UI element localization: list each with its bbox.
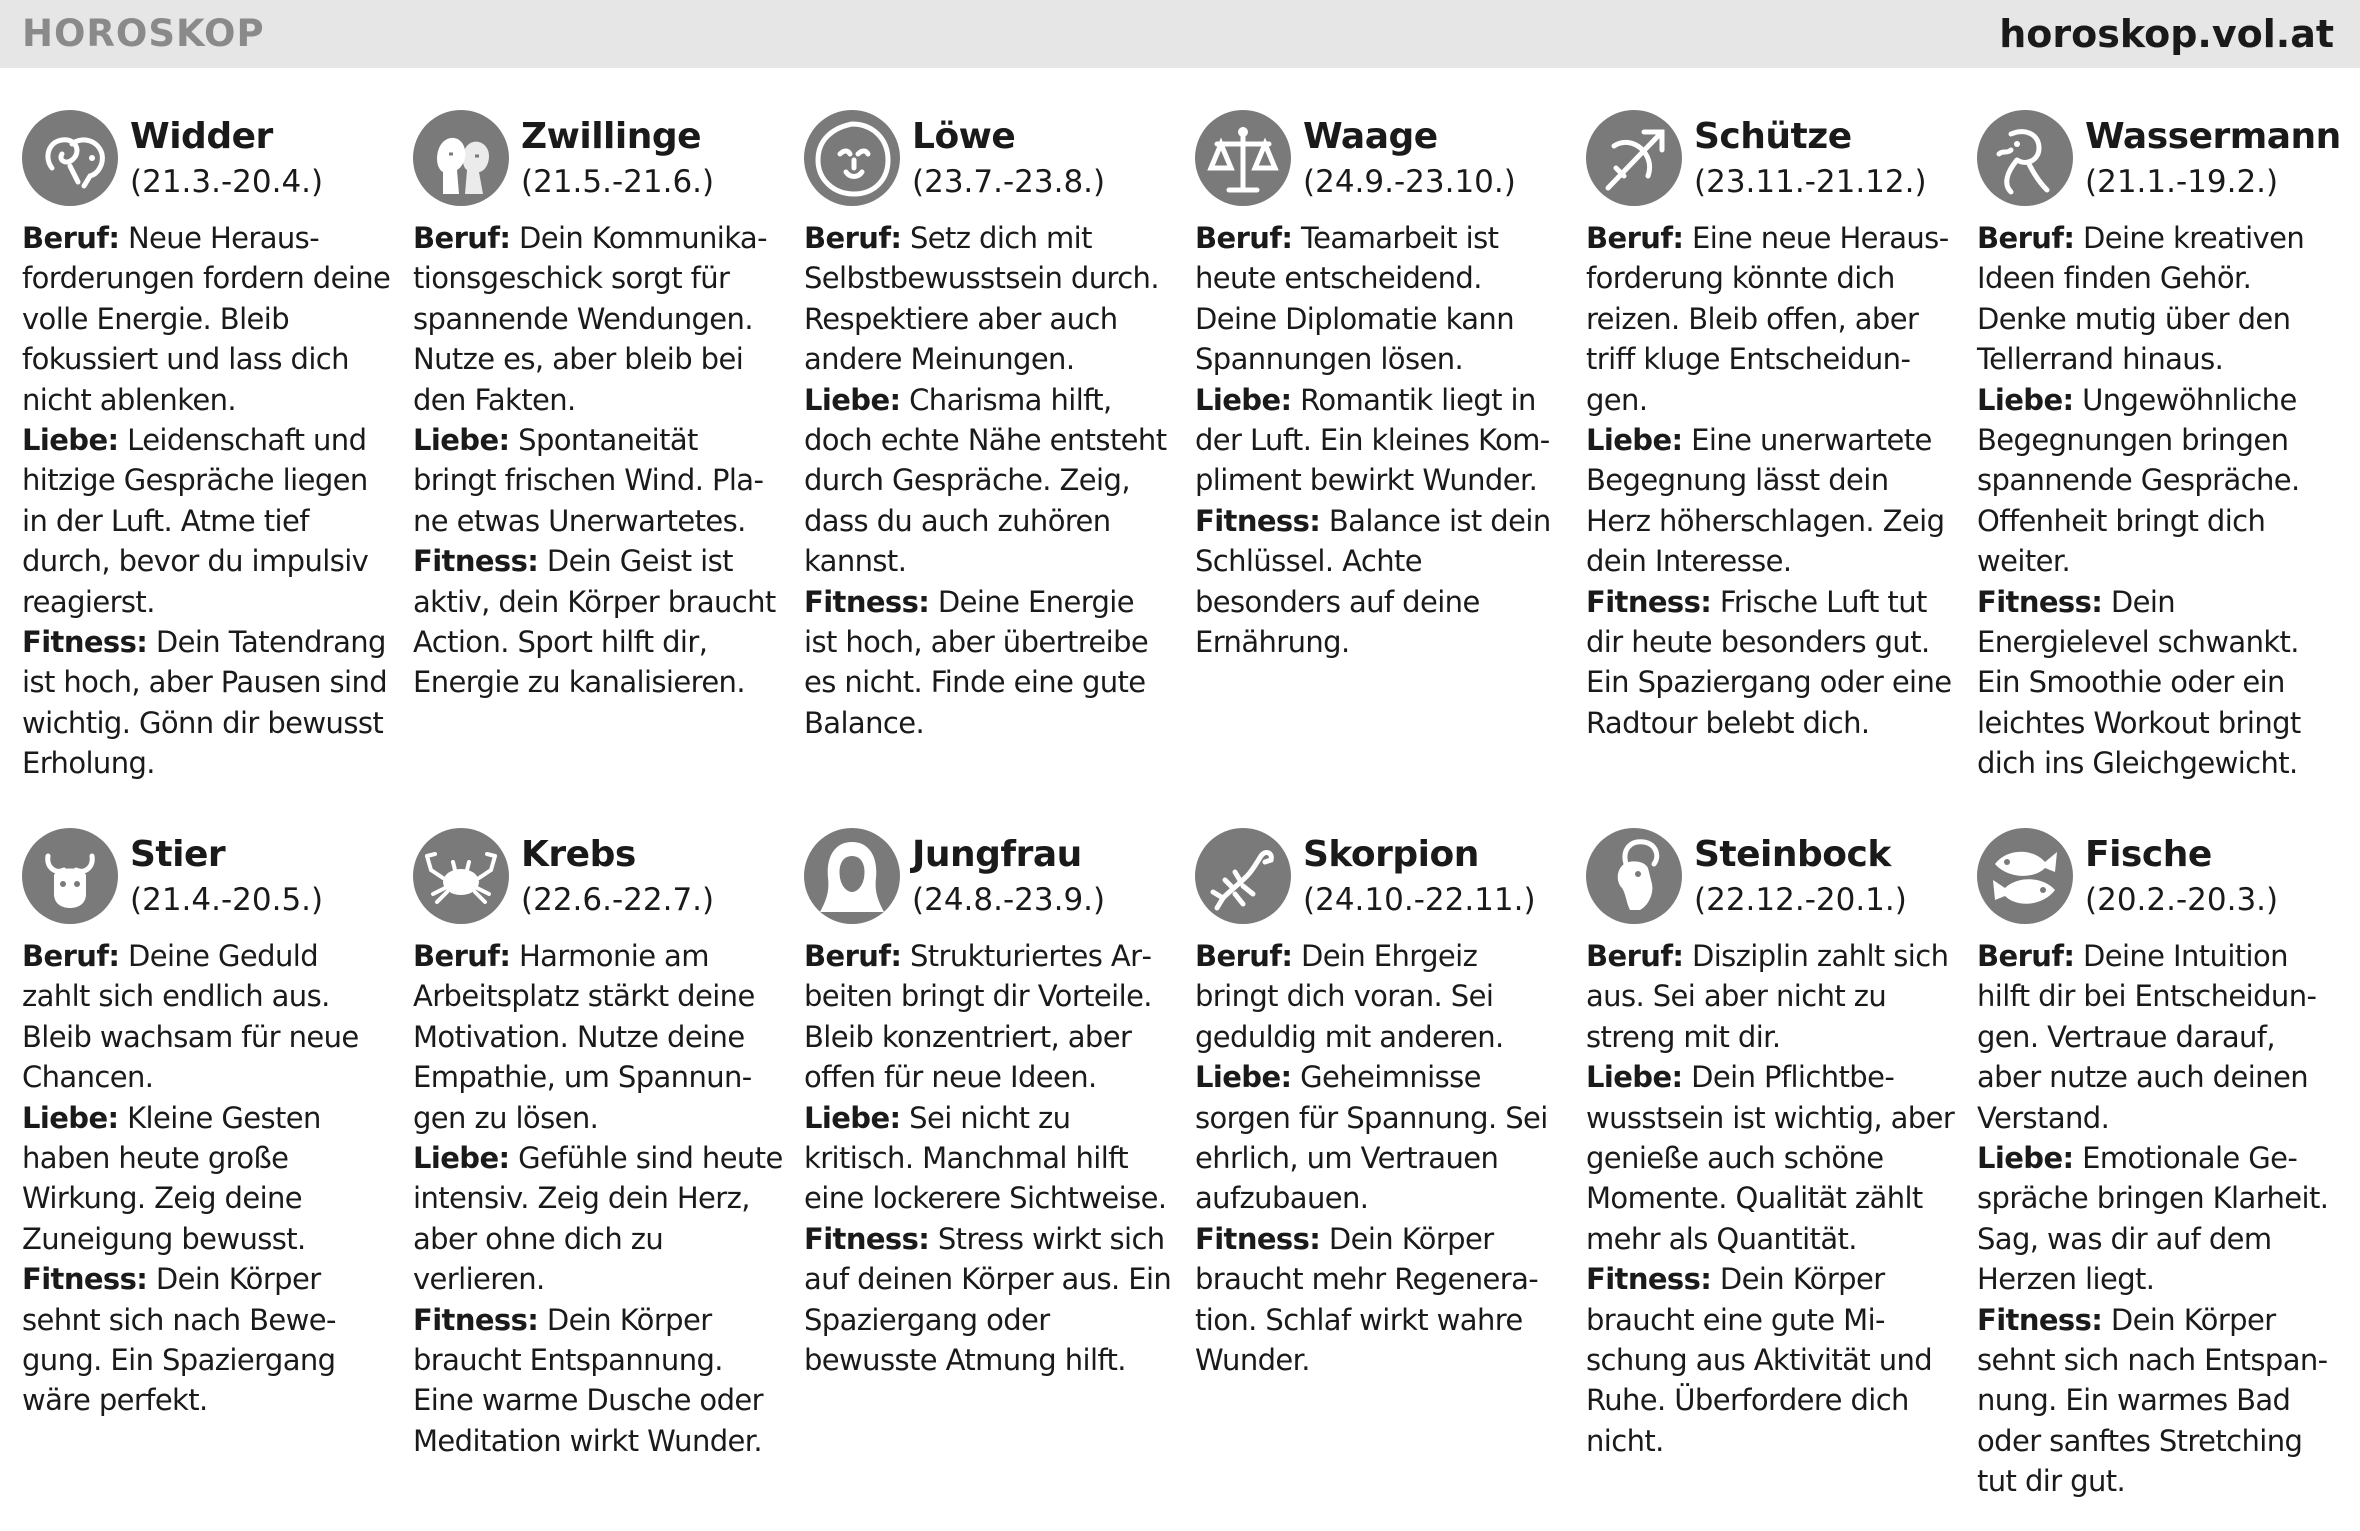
forecast-love-text: Eine unerwartete Begegnung lässt dein Herz höherschlagen. Zeig dein Interesse. xyxy=(1586,423,1945,579)
forecast-job-text: Setz dich mit Selbstbewusstsein durch. Respektiere aber auch andere Meinungen. xyxy=(804,221,1159,377)
forecast-fitness xyxy=(804,1222,1171,1377)
forecast-job-label: Beruf: xyxy=(1977,939,2075,973)
forecast-love-label: Liebe: xyxy=(413,1141,510,1176)
sign-text xyxy=(804,936,1174,1380)
sign-header xyxy=(804,826,1169,936)
forecast-fitness-label: Fitness: xyxy=(413,544,539,579)
sign-name: Zwillinge xyxy=(521,116,702,157)
forecast-job-label: Beruf: xyxy=(413,221,511,255)
forecast-job xyxy=(804,221,1159,376)
forecast-job-text: Dein Kommunikationsgeschick sorgt für spannende Wendungen. Nutze es, aber bleib bei den Fakten. xyxy=(413,221,768,417)
forecast-fitness-label: Fitness: xyxy=(1586,1262,1712,1297)
forecast-job-text: Neue Herausforderungen fordern deine volle Energie. Bleib fokussiert und lass dich nicht ablenken. xyxy=(22,221,391,417)
forecast-love-text: Geheimnisse sorgen für Spannung. Sei ehrlich, um Vertrauen aufzubauen. xyxy=(1195,1060,1548,1216)
forecast-love xyxy=(804,383,1166,579)
sign-header xyxy=(804,108,1169,218)
forecast-love-text: Romantik liegt in der Luft. Ein kleines Kompliment bewirkt Wunder. xyxy=(1195,382,1551,498)
forecast-fitness-text: Dein Körper sehnt sich nach Bewegung. Ein Spaziergang wäre perfekt. xyxy=(22,1262,337,1418)
sign-name: Widder xyxy=(130,116,273,157)
sign-name: Fische xyxy=(2085,834,2212,875)
sign-header xyxy=(22,826,387,936)
scorpion-icon xyxy=(1195,828,1291,924)
sign-header xyxy=(1977,826,2342,936)
sign-name: Krebs xyxy=(521,834,636,875)
forecast-job-label: Beruf: xyxy=(804,221,902,255)
sign-header xyxy=(22,108,387,218)
forecast-love-label: Liebe: xyxy=(1195,1060,1292,1095)
forecast-fitness-label: Fitness: xyxy=(413,1302,539,1337)
sign-dates: (21.1.-19.2.) xyxy=(2085,164,2279,200)
forecast-love-label: Liebe: xyxy=(22,1100,119,1135)
forecast-love xyxy=(1586,423,1944,578)
sign-text xyxy=(413,218,783,703)
fish-icon xyxy=(1977,828,2073,924)
sign-name: Wassermann xyxy=(2085,116,2341,157)
sign-dates: (21.5.-21.6.) xyxy=(521,164,715,200)
sign-header xyxy=(413,826,778,936)
forecast-love-label: Liebe: xyxy=(22,423,119,458)
forecast-job-text: Eine neue Herausforderung könnte dich reizen. Bleib offen, aber triff kluge Entscheidungen. xyxy=(1586,221,1950,417)
forecast-job xyxy=(804,939,1152,1094)
forecast-fitness xyxy=(22,1262,336,1417)
forecast-fitness-label: Fitness: xyxy=(1977,584,2103,619)
crab-icon xyxy=(413,828,509,924)
sign-text xyxy=(1977,218,2347,784)
sign-text xyxy=(22,218,392,784)
sign-text xyxy=(1195,218,1565,662)
forecast-love xyxy=(22,423,368,619)
forecast-love-text: Sei nicht zu kritisch. Manchmal hilft eine lockerere Sichtweise. xyxy=(804,1100,1167,1216)
forecast-love-text: Emotionale Gespräche bringen Klarheit. Sag, was dir auf dem Herzen liegt. xyxy=(1977,1141,2329,1297)
forecast-fitness xyxy=(22,625,387,780)
scales-icon xyxy=(1195,110,1291,206)
sign-card-wassermann xyxy=(1977,108,2342,826)
forecast-job-text: Deine Geduld zahlt sich endlich aus. Bleib wachsam für neue Chancen. xyxy=(22,939,359,1095)
forecast-fitness-text: Dein Tatendrang ist hoch, aber Pausen sind wichtig. Gönn dir bewusst Erholung. xyxy=(22,625,388,781)
sign-header xyxy=(1977,108,2342,218)
sign-dates: (24.9.-23.10.) xyxy=(1303,164,1516,200)
forecast-fitness-text: Dein Körper braucht Entspannung. Eine warme Dusche oder Meditation wirkt Wunder. xyxy=(413,1302,763,1458)
forecast-love-label: Liebe: xyxy=(1586,423,1683,458)
forecast-job-text: Disziplin zahlt sich aus. Sei aber nicht zu streng mit dir. xyxy=(1586,939,1949,1054)
forecast-job xyxy=(413,939,755,1135)
twins-icon xyxy=(413,110,509,206)
sign-name: Jungfrau xyxy=(912,834,1082,875)
sign-text xyxy=(1586,936,1956,1461)
sign-name: Skorpion xyxy=(1303,834,1479,875)
forecast-fitness-text: Dein Körper braucht mehr Regeneration. Schlaf wirkt wahre Wunder. xyxy=(1195,1221,1539,1378)
forecast-fitness-label: Fitness: xyxy=(1195,1221,1321,1256)
sign-dates: (20.2.-20.3.) xyxy=(2085,882,2279,918)
forecast-fitness-text: Frische Luft tut dir heute besonders gut. Ein Spaziergang oder eine Radtour belebt dich. xyxy=(1586,584,1952,740)
forecast-love-text: Gefühle sind heute intensiv. Zeig dein Herz, aber ohne dich zu verlieren. xyxy=(413,1141,783,1297)
sign-text xyxy=(1195,936,1565,1380)
sign-header xyxy=(413,108,778,218)
forecast-job-label: Beruf: xyxy=(804,939,902,973)
forecast-fitness xyxy=(804,585,1148,740)
forecast-love xyxy=(1586,1060,1954,1256)
sign-header xyxy=(1195,826,1560,936)
sign-card-fische xyxy=(1977,826,2342,1506)
sign-dates: (24.10.-22.11.) xyxy=(1303,882,1536,918)
forecast-job-text: Teamarbeit ist heute entscheidend. Deine Diplomatie kann Spannungen lösen. xyxy=(1195,221,1514,377)
sign-text xyxy=(804,218,1174,743)
forecast-love-label: Liebe: xyxy=(1977,1141,2074,1176)
forecast-job-text: Dein Ehrgeiz bringt dich voran. Sei geduldig mit anderen. xyxy=(1195,939,1504,1054)
forecast-love-text: Ungewöhnliche Begegnungen bringen spannende Gespräche. Offenheit bringt dich weiter. xyxy=(1977,382,2300,579)
forecast-job xyxy=(1586,939,1948,1054)
forecast-job-text: Deine Intuition hilft dir bei Entscheidungen. Vertraue darauf, aber nutze auch deinen Verstand. xyxy=(1977,939,2317,1135)
lion-icon xyxy=(804,110,900,206)
forecast-job-label: Beruf: xyxy=(22,939,120,973)
forecast-love-label: Liebe: xyxy=(1586,1060,1683,1095)
sign-dates: (24.8.-23.9.) xyxy=(912,882,1106,918)
forecast-fitness xyxy=(413,544,776,699)
sign-dates: (21.4.-20.5.) xyxy=(130,882,324,918)
forecast-job-text: Strukturiertes Arbeiten bringt dir Vorteile. Bleib konzentriert, aber offen für neue Ideen. xyxy=(804,939,1152,1095)
forecast-job-label: Beruf: xyxy=(1977,221,2075,255)
forecast-job-label: Beruf: xyxy=(1586,939,1684,973)
forecast-job-label: Beruf: xyxy=(1586,221,1684,255)
forecast-fitness-text: Dein Körper sehnt sich nach Entspannung. Ein warmes Bad oder sanftes Stretching tut dir gut. xyxy=(1977,1302,2329,1499)
forecast-job xyxy=(1586,221,1949,417)
water-bearer-icon xyxy=(1977,110,2073,206)
forecast-love xyxy=(1977,1141,2328,1296)
sign-name: Steinbock xyxy=(1694,834,1891,875)
archer-icon xyxy=(1586,110,1682,206)
virgin-icon xyxy=(804,828,900,924)
forecast-love-label: Liebe: xyxy=(413,423,510,458)
sign-header xyxy=(1586,108,1951,218)
forecast-fitness-label: Fitness: xyxy=(1977,1302,2103,1337)
sign-dates: (23.11.-21.12.) xyxy=(1694,164,1927,200)
forecast-fitness-text: Stress wirkt sich auf deinen Körper aus. Ein Spaziergang oder bewusste Atmung hilft. xyxy=(804,1221,1172,1378)
forecast-job xyxy=(1977,221,2304,376)
forecast-fitness-label: Fitness: xyxy=(804,1221,930,1256)
page-title: HOROSKOP xyxy=(22,12,265,55)
sign-dates: (21.3.-20.4.) xyxy=(130,164,324,200)
forecast-job-label: Beruf: xyxy=(1195,939,1293,973)
forecast-fitness-text: Dein Körper braucht eine gute Mischung aus Aktivität und Ruhe. Überfordere dich nicht. xyxy=(1586,1262,1933,1458)
sign-name: Schütze xyxy=(1694,116,1852,157)
sign-card-krebs xyxy=(413,826,783,1506)
forecast-job xyxy=(413,221,768,417)
sign-card-skorpion xyxy=(1195,826,1560,1506)
forecast-love xyxy=(1977,383,2300,579)
horoscope-grid xyxy=(22,108,2342,1506)
sign-card-zwillinge xyxy=(413,108,778,826)
forecast-job xyxy=(1977,939,2317,1135)
forecast-fitness-label: Fitness: xyxy=(22,1262,148,1297)
forecast-job xyxy=(1195,221,1514,376)
forecast-love-text: Dein Pflichtbewusstsein ist wichtig, aber genieße auch schöne Momente. Qualität zählt mehr als Quantität. xyxy=(1586,1060,1955,1256)
forecast-fitness-label: Fitness: xyxy=(22,625,148,660)
sign-text xyxy=(1977,936,2347,1502)
forecast-love-label: Liebe: xyxy=(804,382,901,417)
forecast-love-text: Charisma hilft, doch echte Nähe entsteht durch Gespräche. Zeig, dass du auch zuhören kannst. xyxy=(804,382,1167,579)
forecast-love xyxy=(1195,383,1550,498)
sign-dates: (22.12.-20.1.) xyxy=(1694,882,1907,918)
forecast-love-text: Spontaneität bringt frischen Wind. Plane etwas Unerwartetes. xyxy=(413,423,764,538)
forecast-love xyxy=(413,423,764,538)
forecast-fitness xyxy=(1977,1303,2328,1499)
forecast-fitness-text: Balance ist dein Schlüssel. Achte besonders auf deine Ernährung. xyxy=(1195,503,1551,660)
sign-text xyxy=(1586,218,1956,743)
sign-dates: (23.7.-23.8.) xyxy=(912,164,1106,200)
forecast-job xyxy=(1195,939,1504,1054)
bull-icon xyxy=(22,828,118,924)
sign-card-steinbock xyxy=(1586,826,1955,1506)
header-bar xyxy=(0,0,2360,68)
ram-icon xyxy=(22,110,118,206)
forecast-fitness-text: Dein Energielevel schwankt. Ein Smoothie oder ein leichtes Workout bringt dich ins Gleichgewicht. xyxy=(1977,584,2301,781)
forecast-fitness-text: Dein Geist ist aktiv, dein Körper braucht Action. Sport hilft dir, Energie zu kanalisieren. xyxy=(413,544,776,700)
sign-card-widder xyxy=(22,108,391,826)
sign-name: Stier xyxy=(130,834,226,875)
forecast-fitness-text: Deine Energie ist hoch, aber übertreibe es nicht. Finde eine gute Balance. xyxy=(804,584,1149,740)
forecast-love xyxy=(22,1101,321,1256)
sign-dates: (22.6.-22.7.) xyxy=(521,882,715,918)
forecast-love xyxy=(413,1141,783,1296)
forecast-job-label: Beruf: xyxy=(22,221,120,255)
forecast-job xyxy=(22,939,359,1094)
forecast-fitness xyxy=(1586,1262,1932,1458)
ibex-icon xyxy=(1586,828,1682,924)
forecast-love-label: Liebe: xyxy=(1977,382,2074,417)
site-url: horoskop.vol.at xyxy=(1999,12,2334,56)
forecast-love-label: Liebe: xyxy=(1195,382,1292,417)
forecast-fitness-label: Fitness: xyxy=(804,584,930,619)
forecast-fitness xyxy=(1977,585,2301,781)
sign-header xyxy=(1195,108,1560,218)
sign-card-schuetze xyxy=(1586,108,1951,826)
forecast-love-text: Kleine Gesten haben heute große Wirkung. Zeig deine Zuneigung bewusst. xyxy=(22,1100,321,1256)
forecast-fitness-label: Fitness: xyxy=(1586,584,1712,619)
sign-card-waage xyxy=(1195,108,1560,826)
sign-name: Löwe xyxy=(912,116,1016,157)
forecast-fitness-label: Fitness: xyxy=(1195,503,1321,538)
forecast-fitness xyxy=(1586,585,1952,740)
forecast-love-label: Liebe: xyxy=(804,1100,901,1135)
sign-text xyxy=(22,936,392,1421)
forecast-fitness xyxy=(1195,1222,1539,1377)
forecast-job xyxy=(22,221,390,417)
sign-name: Waage xyxy=(1303,116,1438,157)
forecast-job-text: Harmonie am Arbeitsplatz stärkt deine Motivation. Nutze deine Empathie, um Spannungen zu lösen. xyxy=(413,939,755,1135)
sign-text xyxy=(413,936,783,1461)
forecast-fitness xyxy=(413,1303,763,1458)
sign-card-jungfrau xyxy=(804,826,1172,1506)
forecast-job-text: Deine kreativen Ideen finden Gehör. Denke mutig über den Tellerrand hinaus. xyxy=(1977,221,2305,377)
forecast-fitness xyxy=(1195,504,1551,659)
forecast-job-label: Beruf: xyxy=(413,939,511,973)
sign-card-stier xyxy=(22,826,387,1506)
sign-header xyxy=(1586,826,1951,936)
forecast-love xyxy=(1195,1060,1548,1215)
sign-card-loewe xyxy=(804,108,1169,826)
forecast-love xyxy=(804,1101,1167,1216)
forecast-job-label: Beruf: xyxy=(1195,221,1293,255)
forecast-love-text: Leidenschaft und hitzige Gespräche liegen in der Luft. Atme tief durch, bevor du impulsiv reagierst. xyxy=(22,423,369,619)
